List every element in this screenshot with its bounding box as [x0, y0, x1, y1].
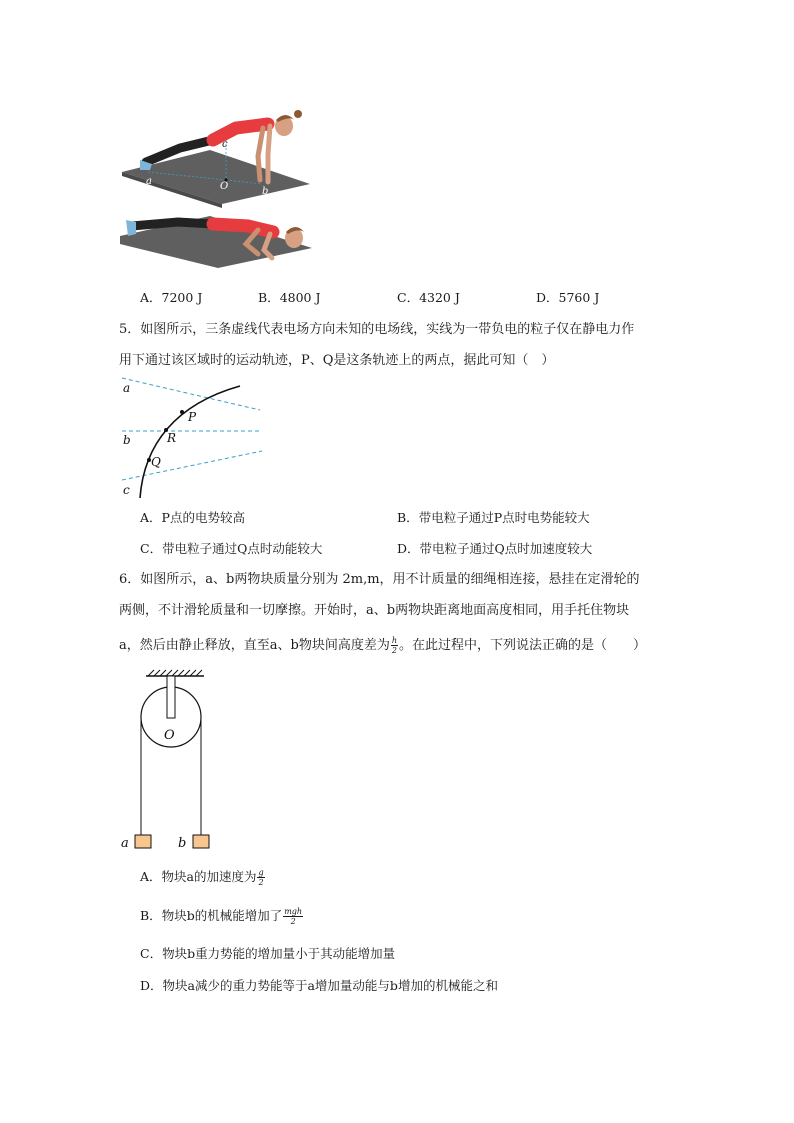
- pulley-figure: [116, 668, 226, 854]
- label-b: b: [123, 433, 131, 447]
- block-b: [193, 835, 209, 848]
- block-a: [135, 835, 151, 848]
- pulley-label-O: O: [164, 728, 175, 743]
- label-P: P: [188, 410, 197, 424]
- point-a-label: a: [146, 176, 152, 187]
- block-a-label: a: [121, 836, 129, 851]
- label-Q: Q: [151, 455, 161, 469]
- fraction-h-over-2: $\frac{h}{2}$: [391, 636, 397, 655]
- q6-option-b[interactable]: B．物块b的机械能增加了 $\frac{\text{mgh}}{2}$: [140, 907, 303, 926]
- fraction-g-over-2: $\frac{g}{2}$: [258, 868, 264, 887]
- q5-option-b[interactable]: B．带电粒子通过P点时电势能较大: [397, 510, 590, 525]
- pulley-axle-bar: [167, 676, 175, 718]
- pushup-figure: [118, 104, 318, 272]
- q4-option-a[interactable]: A．7200 J: [140, 290, 203, 305]
- block-b-label: b: [178, 836, 187, 851]
- q4-option-b[interactable]: B．4800 J: [258, 290, 321, 305]
- point-c-label: c: [222, 139, 228, 150]
- q6-option-c[interactable]: C．物块b重力势能的增加量小于其动能增加量: [140, 946, 396, 961]
- q4-option-c[interactable]: C．4320 J: [397, 290, 460, 305]
- q5-option-d[interactable]: D．带电粒子通过Q点时加速度较大: [397, 541, 593, 556]
- q6-stem-line2: 两侧，不计滑轮质量和一切摩擦。开始时，a、b两物块距离地面高度相同，用手托住物块: [119, 603, 630, 618]
- particle-trajectory: [140, 386, 240, 498]
- label-a: a: [123, 381, 131, 395]
- point-o-label: O: [220, 181, 229, 192]
- q6-option-a[interactable]: A．物块a的加速度为 $\frac{g}{2}$: [140, 868, 264, 887]
- q4-option-d[interactable]: D．5760 J: [536, 290, 600, 305]
- q5-option-a[interactable]: A．P点的电势较高: [140, 510, 245, 525]
- q6-option-d[interactable]: D．物块a减少的重力势能等于a增加量动能与b增加的机械能之和: [140, 978, 498, 993]
- label-c: c: [123, 483, 130, 497]
- label-R: R: [167, 431, 177, 445]
- q5-stem-line1: 5．如图所示，三条虚线代表电场方向未知的电场线，实线为一带负电的粒子仅在静电力作: [119, 322, 635, 337]
- point-b-label: b: [262, 186, 269, 197]
- q6-stem-line1: 6．如图所示，a、b两物块质量分别为 2m,m，用不计质量的细绳相连接，悬挂在定滑轮的: [119, 572, 640, 587]
- electric-field-figure: [116, 374, 266, 500]
- field-line-a: [122, 378, 260, 410]
- fraction-mgh-over-2: $\frac{\text{mgh}}{2}$: [284, 907, 303, 926]
- q6-stem-line3: a，然后由静止释放，直至a、b物块间高度差为 $\frac{h}{2}$ 。在此过程中，下列说法正确的是（ ）: [119, 636, 646, 655]
- q5-option-c[interactable]: C．带电粒子通过Q点时动能较大: [140, 541, 323, 556]
- q5-stem-line2: 用下通过该区域时的运动轨迹，P、Q是这条轨迹上的两点，据此可知（ ）: [119, 353, 555, 368]
